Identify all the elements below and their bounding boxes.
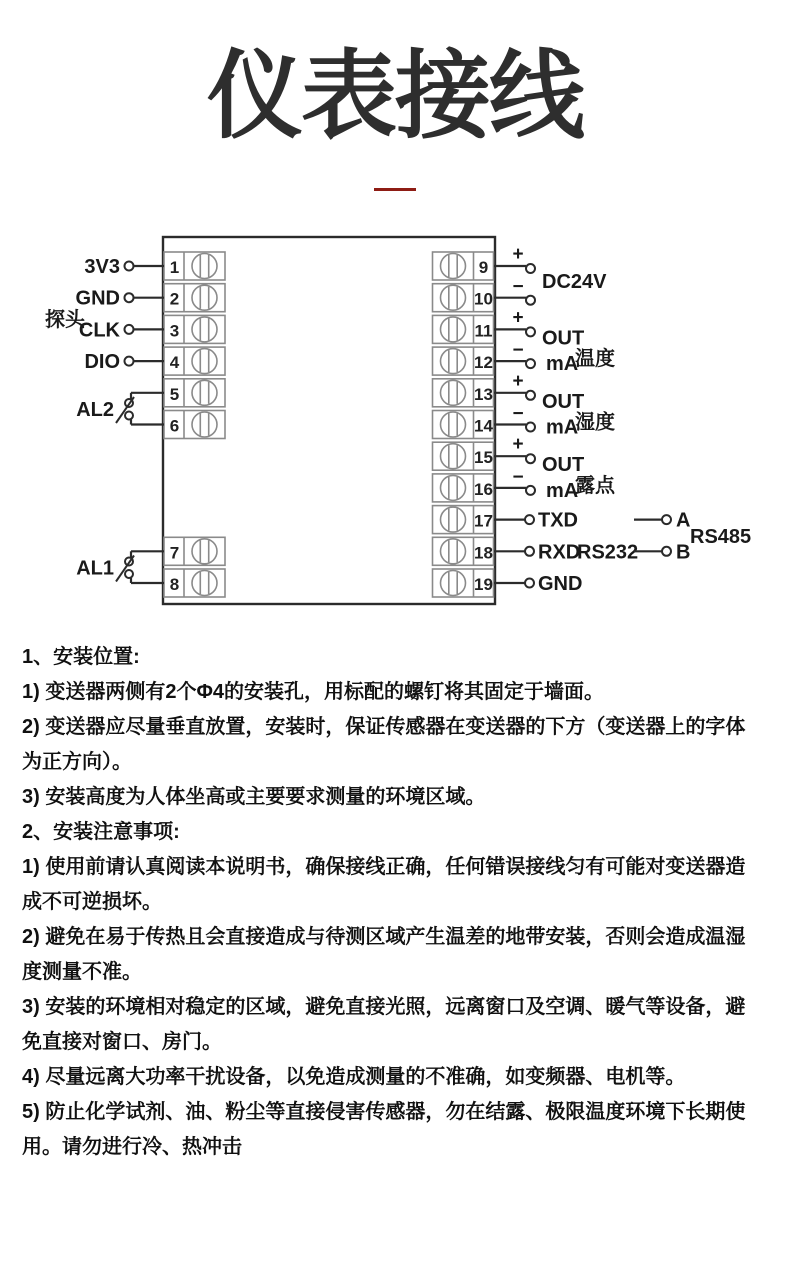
txd-label: TXD (538, 509, 578, 532)
plus-sign: + (512, 244, 524, 265)
terminal-number: 11 (474, 321, 493, 341)
instruction-line: 度测量不准。 (22, 961, 142, 983)
section-1-heading: 1、安装位置: (22, 646, 140, 668)
instruction-line: 1) 使用前请认真阅读本说明书，确保接线正确，任何错误接线匀有可能对变送器造 (22, 856, 746, 878)
terminal-9 (433, 252, 494, 280)
plus-sign: + (512, 370, 524, 392)
terminal-number: 13 (474, 384, 493, 404)
plus-sign: + (512, 307, 524, 329)
ma-label: mA (546, 416, 579, 439)
instruction-line: 2) 避免在易于传热且会直接造成与待测区域产生温差的地带安装，否则会造成温湿 (22, 926, 746, 948)
terminal-number: 5 (169, 384, 180, 404)
out-humidity-wires (494, 371, 615, 439)
terminal-8 (164, 569, 225, 597)
terminal-19 (433, 569, 494, 597)
minus-sign: − (512, 403, 524, 425)
al1-contact (76, 551, 164, 583)
terminal-number: 18 (474, 543, 493, 563)
page-title: 仪表接线 (207, 43, 583, 150)
terminal-number: 15 (474, 448, 493, 468)
terminal-number: 10 (474, 289, 493, 309)
terminal-number: 19 (474, 575, 493, 594)
terminal-11 (433, 315, 494, 343)
section-2-heading: 2、安装注意事项: (22, 821, 180, 843)
rs232-label: RS232 (577, 541, 639, 564)
temperature-label: 温度 (575, 348, 615, 371)
serial-wires (494, 510, 638, 595)
pin-label-dio: DIO (84, 351, 120, 374)
terminal-1 (164, 252, 225, 280)
pin-label-clk: CLK (78, 319, 120, 342)
ma-label: mA (546, 479, 579, 502)
dc24v-label: DC24V (542, 271, 607, 293)
pin-label-3v3: 3V3 (84, 256, 120, 278)
terminal-number: 2 (169, 289, 180, 309)
out-label: OUT (542, 390, 585, 413)
terminal-14 (433, 411, 494, 439)
gnd-label: GND (538, 573, 583, 595)
terminal-3 (164, 315, 225, 343)
instructions (22, 640, 770, 1165)
rs485-label: RS485 (690, 526, 752, 548)
terminal-15 (433, 442, 494, 470)
instruction-line: 4) 尽量远离大功率干扰设备，以免造成测量的不准确，如变频器、电机等。 (22, 1066, 686, 1088)
title-divider (374, 188, 416, 191)
terminal-10 (433, 284, 494, 312)
instruction-line: 1) 变送器两侧有2个Φ4的安装孔，用标配的螺钉将其固定于墙面。 (22, 681, 605, 703)
terminal-number: 4 (169, 353, 180, 373)
terminal-number: 17 (474, 511, 493, 531)
out-label: OUT (542, 454, 585, 477)
dew-point-label: 露点 (575, 474, 615, 497)
plus-sign: + (512, 434, 524, 456)
rs485-b-label: B (676, 541, 691, 564)
terminal-6 (164, 411, 225, 439)
instruction-line: 为正方向）。 (22, 751, 132, 773)
terminal-5 (164, 379, 225, 407)
al2-contact (76, 393, 164, 425)
terminal-number: 1 (169, 258, 180, 277)
instruction-line: 成不可逆损坏。 (22, 891, 162, 913)
probe-wires (45, 256, 164, 373)
pin-label-gnd: GND (75, 287, 120, 310)
terminal-number: 16 (474, 479, 493, 499)
manual-page (0, 42, 790, 1165)
minus-sign: − (512, 340, 524, 362)
terminal-number: 7 (169, 543, 180, 563)
terminal-18 (433, 537, 494, 565)
wiring-diagram (0, 222, 790, 622)
ma-label: mA (546, 353, 579, 376)
terminal-2 (164, 284, 225, 312)
out-dewpoint-wires (494, 434, 616, 502)
terminal-number: 14 (474, 416, 493, 436)
terminal-number: 9 (478, 258, 489, 277)
instruction-line: 用。请勿进行冷、热冲击 (22, 1136, 242, 1158)
minus-sign: − (512, 466, 524, 488)
terminal-number: 6 (169, 416, 180, 436)
humidity-label: 湿度 (575, 411, 615, 434)
probe-label: 探头 (45, 309, 85, 331)
terminal-number: 12 (474, 353, 493, 373)
instruction-line: 3) 安装的环境相对稳定的区域，避免直接光照，远离窗口及空调、暖气等设备，避 (22, 996, 746, 1018)
terminal-4 (164, 347, 225, 375)
instruction-line: 免直接对窗口、房门。 (22, 1031, 222, 1053)
al2-label: AL2 (76, 399, 114, 421)
instruction-line: 2) 变送器应尽量垂直放置，安装时，保证传感器在变送器的下方（变送器上的字体 (22, 716, 746, 738)
terminal-12 (433, 347, 494, 375)
terminal-16 (433, 474, 494, 502)
rs485-a-label: A (676, 509, 691, 532)
out-temperature-wires (494, 307, 615, 375)
dc24v-wires (494, 244, 607, 305)
al1-label: AL1 (76, 557, 114, 580)
terminal-number: 8 (169, 575, 180, 594)
minus-sign: − (512, 276, 524, 298)
out-label: OUT (542, 327, 585, 350)
rs485-wires (634, 510, 751, 564)
instruction-line: 3) 安装高度为人体坐高或主要要求测量的环境区域。 (22, 786, 486, 808)
terminal-13 (433, 379, 494, 407)
rxd-label: RXD (538, 541, 581, 564)
terminal-7 (164, 537, 225, 565)
terminal-17 (433, 506, 494, 534)
terminal-number: 3 (169, 321, 180, 341)
instruction-line: 5) 防止化学试剂、油、粉尘等直接侵害传感器，勿在结露、极限温度环境下长期使 (22, 1101, 746, 1123)
